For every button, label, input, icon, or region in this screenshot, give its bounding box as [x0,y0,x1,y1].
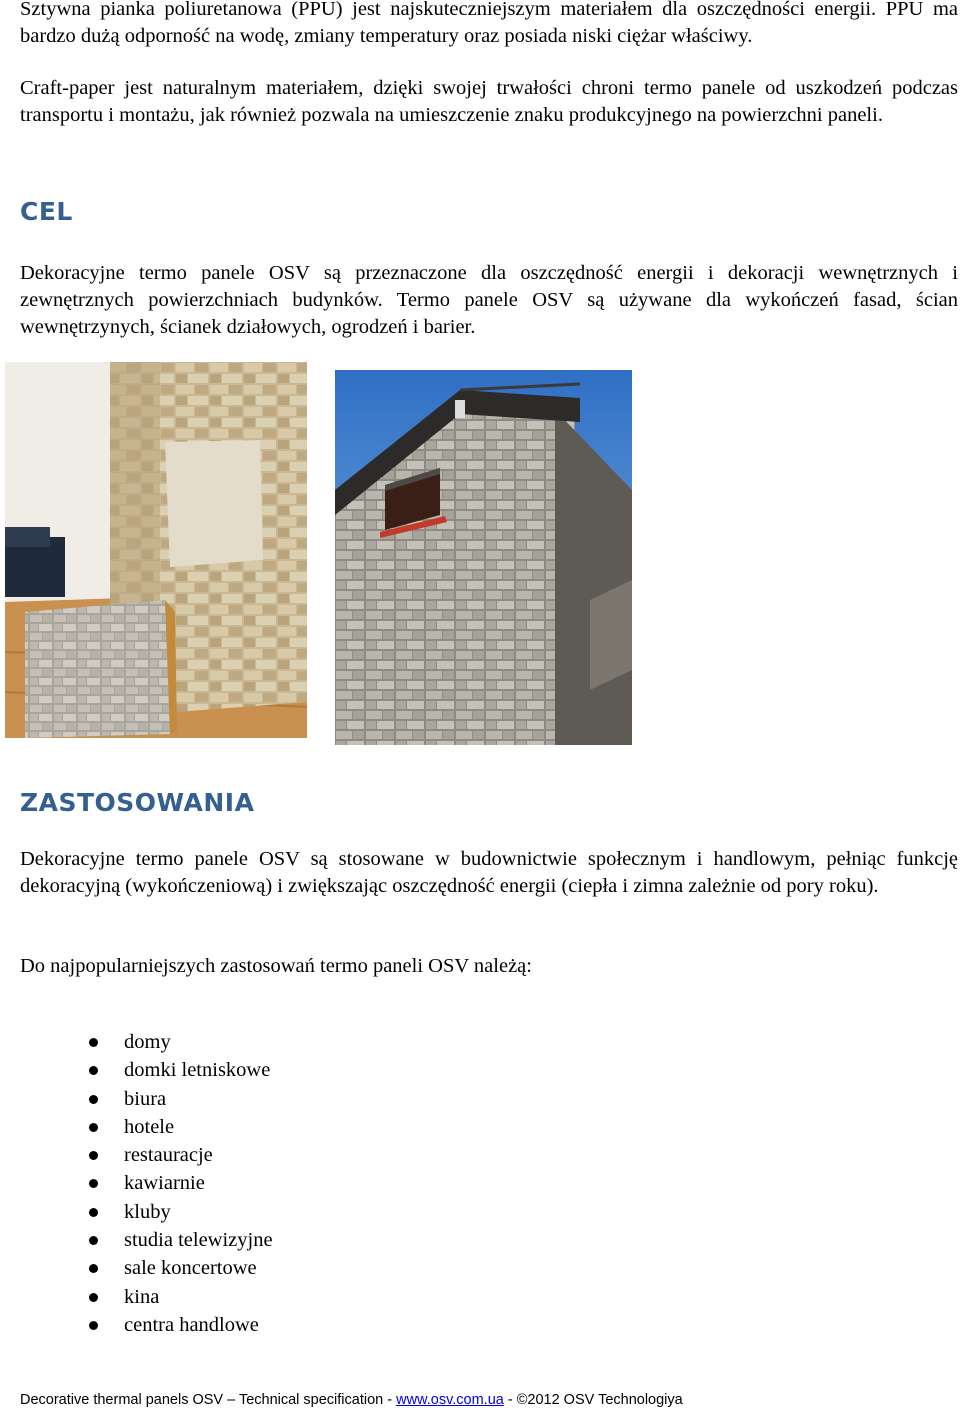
cel-paragraph: Dekoracyjne termo panele OSV są przeznaczone dla oszczędność energii i dekoracji wewnętrznych i zewnętrznych powierzchniach budynków. Termo panele OSV są używane dla wykończeń fasad, ścian wewnętrzynych, ścianek działowych, ogrodzeń i barier. [20,262,958,338]
footer-prefix: Decorative thermal panels OSV – Technical specification - [20,1392,397,1408]
list-item: centra handlowe [0,1311,273,1339]
bullet-icon [89,1264,98,1273]
applications-list [0,1028,273,1339]
list-item: domy [0,1028,273,1056]
list-item: kina [0,1283,273,1311]
list-item: domki letniskowe [0,1056,273,1084]
list-item: hotele [0,1113,273,1141]
footer-suffix: - ©2012 OSV Technologiya [503,1392,683,1408]
list-intro: Do najpopularniejszych zastosowań termo paneli OSV należą: [20,955,532,977]
tower-facade-photo [335,370,632,745]
bullet-icon [89,1123,98,1132]
list-item: sale koncertowe [0,1254,273,1282]
bullet-icon [89,1179,98,1188]
bullet-icon [89,1208,98,1217]
bullet-icon [89,1066,98,1075]
list-item: studia telewizyjne [0,1226,273,1254]
craft-paper-paragraph: Craft-paper jest naturalnym materiałem, dzięki swojej trwałości chroni termo panele od uszkodzeń podczas transportu i montażu, jak również pozwala na umieszczenie znaku produkcyjnego na powierzchni paneli. [20,77,958,126]
list-item: biura [0,1085,273,1113]
list-item: kluby [0,1198,273,1226]
zastosowania-heading: ZASTOSOWANIA [20,788,255,817]
page-footer [20,1390,683,1410]
ppu-paragraph: Sztywna pianka poliuretanowa (PPU) jest najskuteczniejszym materiałem dla oszczędności energii. PPU ma bardzo dużą odporność na wodę, zmiany temperatury oraz posiada niski ciężar właściwy. [20,0,958,47]
interior-panel-photo [5,362,307,738]
bullet-icon [89,1236,98,1245]
bullet-icon [89,1321,98,1330]
bullet-icon [89,1151,98,1160]
list-item: kawiarnie [0,1169,273,1197]
bullet-icon [89,1293,98,1302]
bullet-icon [89,1038,98,1047]
cel-heading: CEL [20,197,73,226]
footer-link[interactable]: www.osv.com.ua [396,1392,504,1408]
bullet-icon [89,1095,98,1104]
zastosowania-paragraph: Dekoracyjne termo panele OSV są stosowane w budownictwie społecznym i handlowym, pełniąc funkcję dekoracyjną (wykończeniową) i zwiększając oszczędność energii (ciepła i zimna zależnie od pory roku). [20,848,958,897]
list-item: restauracje [0,1141,273,1169]
